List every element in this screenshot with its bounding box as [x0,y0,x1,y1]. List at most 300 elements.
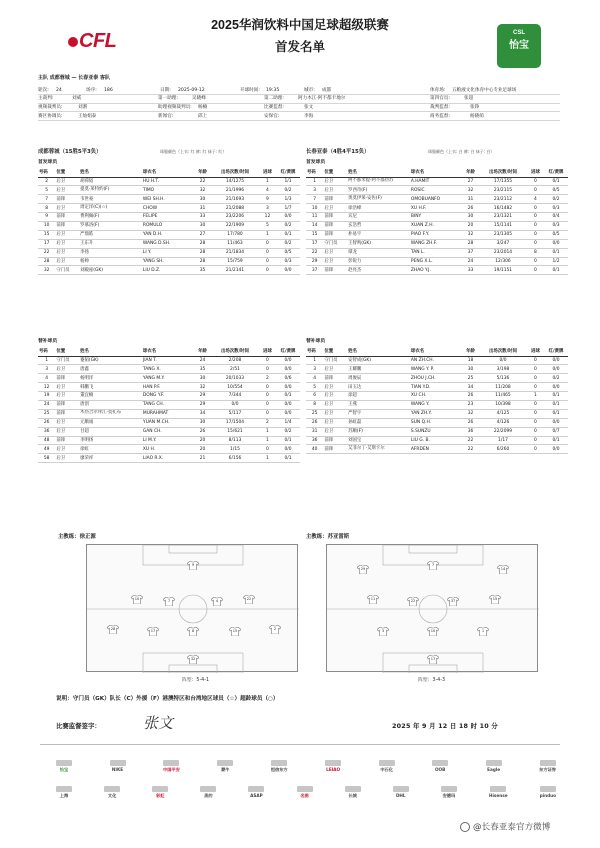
info-value: 186 [104,87,113,93]
player-number: 1 [481,629,485,633]
table-cell: 守门员 [323,356,347,365]
table-cell: 0/0 [276,213,300,222]
table-cell: 40 [306,445,323,454]
column-header: 出场次数/时间 [211,169,259,177]
table-cell: 29 [194,392,211,401]
player-shirt [229,627,241,636]
info-label: 商务监督: [430,113,450,119]
table-cell: 7 [306,195,323,204]
player-number: 29 [360,567,366,571]
sponsor-logo [345,786,361,799]
sponsor-logo [163,760,180,773]
table-cell: 33 [462,266,479,275]
away-team-title: 长春亚泰（4胜4平15负） [306,149,370,155]
player-number: 7 [431,563,435,567]
table-cell: YANG SH. [142,257,194,266]
column-header: 位置 [55,169,79,177]
page-subtitle: 首发名单 [274,40,325,54]
sponsor-logo [56,760,72,773]
column-header: 红/黄牌 [276,169,300,177]
player-shirt [147,627,159,636]
table-cell: 23/1305 [479,230,527,239]
table-cell: 4 [306,374,323,383]
table-cell: 0 [259,409,276,418]
sponsor-name: 美的 [204,793,213,798]
table-cell: 廖荣祥 [79,454,142,463]
table-row [306,409,568,418]
table-cell: 1/2 [544,257,568,266]
table-cell: 后卫 [55,454,79,463]
table-row [38,230,300,239]
weibo-watermark: @长春亚泰官方微博 [460,822,550,833]
sponsor-mark [248,786,264,792]
match-info-row3 [38,104,560,113]
player-shirt [477,627,489,636]
info-value: 五粮液文化体育中心专业足球场 [452,87,517,93]
sponsor-logo [271,760,288,773]
table-cell: 后卫 [323,257,347,266]
table-cell: 蹇韬(GK) [79,356,142,365]
table-cell: 玄浩哲 [347,221,410,230]
table-cell: 1/7 [276,204,300,213]
table-cell: 2/51 [211,365,259,374]
table-cell: 前锋 [323,445,347,454]
table-cell: XU CH. [410,392,462,401]
table-cell: 48 [38,436,55,445]
table-cell: 0/2 [544,374,568,383]
table-cell: 0/0 [544,445,568,454]
info-label: 第一助理: [158,96,178,102]
table-cell: OMOBUANFO [410,195,462,204]
table-cell: 0/2 [276,427,300,436]
player-shirt [357,565,369,574]
table-cell: 31 [306,427,323,436]
info-value: 杨楠 [198,105,208,111]
player-shirt [187,655,199,664]
table-cell: 0 [527,365,544,374]
table-cell: 罗西奇(F) [347,186,410,195]
table-cell: 宾尼 [347,213,410,222]
table-cell: 0 [527,427,544,436]
table-cell: 21/1996 [211,186,259,195]
table-cell: 24 [38,400,55,409]
sponsor-name: ASAP [250,793,263,798]
table-cell: A.HAMIT [410,177,462,186]
column-header: 进球 [259,169,276,177]
table-cell: 5/136 [479,374,527,383]
table-cell: 守门员 [323,239,347,248]
sponsor-mark [441,786,457,792]
table-cell: 17/1355 [479,177,527,186]
table-cell: WEI SH.H. [142,195,194,204]
table-cell: 37 [306,266,323,275]
table-cell: 37 [462,248,479,257]
player-shirt [187,561,199,570]
table-cell: 32 [462,409,479,418]
player-shirt [407,597,419,606]
table-row [38,195,300,204]
home-subs-table [38,348,300,463]
signature-name: 张文 [143,714,174,732]
table-cell: 0 [527,213,544,222]
table-row [38,257,300,266]
table-cell: 徐浩峰 [347,204,410,213]
table-cell: 后卫 [323,204,347,213]
column-header: 进球 [259,348,276,356]
sponsor-mark [163,760,179,766]
table-cell: 严智宇 [347,409,410,418]
table-cell: 后卫 [323,177,347,186]
table-cell: 26 [462,204,479,213]
table-cell: PIAO F.Y. [410,230,462,239]
player-shirt [497,565,509,574]
legend-text: 说明：守门员（GK）队长（C）外援（F）港澳特区和台湾地区球员（☆）超龄球员（○） [56,696,279,702]
player-shirt [269,625,281,634]
table-cell: JIAN T. [142,356,194,365]
table-cell: 28 [462,239,479,248]
table-cell: TIMO [142,186,194,195]
table-cell: 1 [259,436,276,445]
sponsor-logo [248,786,264,799]
table-cell: 3 [38,365,55,374]
table-cell: 0/4 [544,213,568,222]
column-header: 球衣名 [142,348,194,356]
table-cell: 1 [306,356,323,365]
table-cell: 15 [306,230,323,239]
table-cell: 后卫 [323,400,347,409]
table-cell: MURAHMAT [142,409,194,418]
table-cell: 20 [462,221,479,230]
table-cell: 木热合尔拜江·莫扎布 [79,409,142,418]
table-cell: 0/0 [544,239,568,248]
player-number: 37 [450,599,456,603]
table-cell: 21 [194,454,211,463]
table-cell: 34 [194,409,211,418]
table-cell: 58 [38,454,55,463]
table-cell: 15/1141 [479,221,527,230]
away-formation-label: 阵型：3-4-3 [418,678,446,683]
sponsor-name: 中石化 [380,767,393,772]
table-cell: 阿不都米提·阿不都热苏 [347,177,410,186]
away-starters-table [306,169,568,275]
table-cell: 0 [259,400,276,409]
player-number: 4 [215,599,219,603]
sponsor-mark [325,760,341,766]
info-value: 刘威 [72,96,82,102]
table-cell: AFRDEN [410,445,462,454]
table-cell: 杨明洋 [79,374,142,383]
table-cell: 30 [462,213,479,222]
table-cell: 0/1 [276,454,300,463]
table-cell: 10/554 [211,383,259,392]
table-cell: 刘国宝 [347,436,410,445]
table-cell: 0/0 [544,383,568,392]
table-cell: 前锋 [55,213,79,222]
table-cell: 28 [194,239,211,248]
table-cell: 23/2112 [479,195,527,204]
column-header: 出场次数/时间 [479,169,527,177]
table-cell: 27 [462,177,479,186]
table-cell: 0 [527,204,544,213]
table-row [306,239,568,248]
table-cell: PENG X.L. [410,257,462,266]
table-cell: 3/198 [479,365,527,374]
table-cell: 后卫 [55,230,79,239]
player-number: 8 [191,629,195,633]
table-row [306,400,568,409]
table-cell: 前锋 [323,195,347,204]
table-cell: 后卫 [323,427,347,436]
table-cell: WANG Y. [410,400,462,409]
table-row [38,221,300,230]
table-cell: 艾菲尔丁·艾斯卡尔 [347,445,410,454]
table-cell: 1/15 [211,445,259,454]
table-cell: 20 [194,436,211,445]
player-number: 15 [492,597,498,601]
player-number: 7 [167,599,171,603]
table-row [306,418,568,427]
home-starters-title: 首发球员 [38,160,58,165]
table-row [38,248,300,257]
table-cell: 36 [306,436,323,445]
table-row [306,392,568,401]
table-row [38,356,300,365]
table-cell: 17 [306,239,323,248]
table-cell: 35 [194,266,211,275]
info-value: 2025-09-12 [178,87,205,93]
table-cell: 0 [259,383,276,392]
table-cell: WANG ZH.F. [410,239,462,248]
column-header: 姓名 [79,348,142,356]
table-cell: 21/1834 [211,248,259,257]
sponsor-row-2 [56,786,556,799]
table-cell: 28 [194,257,211,266]
table-cell: 19/1151 [479,266,527,275]
table-cell: 25 [38,409,55,418]
column-header: 球衣名 [410,348,462,356]
column-header: 年龄 [194,348,211,356]
column-header: 红/黄牌 [544,348,568,356]
table-cell: 21/2141 [211,266,259,275]
table-cell: 0/2 [544,195,568,204]
table-cell: 10 [306,204,323,213]
table-cell: 王耀鹏 [347,365,410,374]
table-cell: 3 [259,204,276,213]
table-cell: 后卫 [55,365,79,374]
table-row [306,383,568,392]
table-cell: 11/208 [479,383,527,392]
divider [40,744,560,745]
table-cell: 唐创 [79,400,142,409]
match-teams-line: 主队 成都蓉城 — 长春亚泰 客队 [38,75,110,81]
table-cell: 后卫 [55,427,79,436]
column-header: 出场次数/时间 [211,348,259,356]
table-cell: 0 [527,221,544,230]
table-cell: 前锋 [323,266,347,275]
sponsor-name: 名图 [300,793,309,798]
table-cell: 1 [38,356,55,365]
table-cell: 后卫 [323,418,347,427]
column-header: 号码 [38,348,55,356]
player-number: 32 [190,657,196,661]
sponsor-name: DHL [395,793,406,798]
table-cell: 后卫 [55,418,79,427]
sponsor-mark [486,760,502,766]
table-cell: YAN D.H. [142,230,194,239]
table-cell: 17/1504 [211,418,259,427]
table-row [38,266,300,275]
table-cell: 0/6 [276,374,300,383]
player-number: 17 [430,657,436,661]
table-row [306,204,568,213]
table-cell: 32 [462,186,479,195]
player-shirt [243,595,255,604]
table-row [306,365,568,374]
sponsor-name: 长城 [348,793,357,798]
table-cell: DONG Y.F. [142,392,194,401]
table-cell: LIAO R.X. [142,454,194,463]
table-cell: 0/5 [276,248,300,257]
info-value: 王灿娟泰 [78,113,97,119]
player-shirt [447,597,459,606]
sponsor-name: LEIAO [326,767,341,772]
player-shirt [489,595,501,604]
column-header: 位置 [323,348,347,356]
info-value: 19:35 [266,87,280,93]
sponsor-logo [110,760,126,773]
sponsor-name: 中国平安 [163,767,180,772]
sponsor-mark [56,786,72,792]
table-row [38,177,300,186]
info-label: 第四官员: [430,96,450,102]
table-cell: 前锋 [55,374,79,383]
table-cell: 2 [38,177,55,186]
table-cell: 4 [38,374,55,383]
table-cell: 0 [527,356,544,365]
table-cell: 0 [527,374,544,383]
table-cell: 后卫 [323,383,347,392]
table-cell: 0 [527,230,544,239]
table-cell: 0/0 [544,365,568,374]
player-shirt [367,595,379,604]
table-cell: 0 [527,186,544,195]
table-cell: 0/5 [544,230,568,239]
table-cell: 1 [259,454,276,463]
table-row [306,230,568,239]
table-cell: 36 [462,427,479,436]
table-cell: 0 [259,365,276,374]
table-cell: 后卫 [323,392,347,401]
table-cell: 33 [194,213,211,222]
table-cell: BINY [410,213,462,222]
sponsor-logo [539,760,556,773]
sponsor-mark [217,760,233,766]
table-cell: LIU G. B. [410,436,462,445]
info-label: 视频裁判员: [38,105,63,111]
table-cell: 0/1 [276,436,300,445]
column-header: 年龄 [194,169,211,177]
match-info-row4 [38,112,560,121]
table-cell: 6/260 [479,445,527,454]
sponsor-name: 怡宝 [59,767,69,772]
player-shirt [211,597,223,606]
player-shirt [187,627,199,636]
home-starters-table [38,169,300,275]
weibo-icon [460,822,470,832]
signature-label: 比赛监督签字： [56,722,101,730]
table-cell: 后卫 [55,383,79,392]
table-cell: 36 [38,427,55,436]
table-row [306,436,568,445]
table-cell: 前锋 [55,409,79,418]
away-formation-pitch [326,544,538,672]
info-value: 杨晓萌 [470,113,484,119]
table-cell: 前锋 [323,374,347,383]
table-cell: 1 [527,392,544,401]
player-shirt [427,561,439,570]
player-shirt [131,595,143,604]
table-cell: 0/0 [276,445,300,454]
info-value: 邱上 [198,113,208,119]
table-cell: 32 [194,383,211,392]
table-cell: TAN L. [410,248,462,257]
away-coach: 主教练：苏亚雷斯 [306,534,350,540]
sponsor-mark [432,760,448,766]
player-number: 2 [273,627,277,631]
table-cell: FELIPE [142,213,194,222]
table-row [38,436,300,445]
table-row [306,177,568,186]
match-info-row2 [38,95,560,104]
table-row [38,400,300,409]
table-cell: 韦世豪 [79,195,142,204]
info-label: 安保官: [264,113,280,119]
table-cell: 0 [527,266,544,275]
table-row [38,213,300,222]
player-number: 10 [430,629,436,633]
table-cell: S.SUNZU [410,427,462,436]
table-cell: 25 [462,374,479,383]
table-cell: 孙虹磊 [347,418,410,427]
table-cell: 6 [306,392,323,401]
table-cell: 后卫 [55,239,79,248]
table-cell: 0/0 [276,383,300,392]
table-cell: 0 [527,177,544,186]
table-cell: 1/3 [276,195,300,204]
player-number: 3 [381,629,385,633]
table-cell: 10/398 [479,400,527,409]
table-cell: 董宜楠 [79,392,142,401]
table-cell: 30 [194,374,211,383]
table-cell: CHOW [142,204,194,213]
table-cell: 0/0 [276,356,300,365]
table-cell: 谭龙 [347,248,410,257]
table-cell: 0 [259,248,276,257]
home-subs-title: 替补球员 [38,339,58,344]
table-cell: 0/1 [544,177,568,186]
table-cell: 0 [259,445,276,454]
table-cell: 0/0 [276,365,300,374]
table-cell: 守门员 [55,266,79,275]
info-label: 城市: [304,87,315,93]
table-cell: 1 [259,230,276,239]
table-cell: 35 [194,365,211,374]
match-info-row1 [38,86,560,95]
info-value: 成都 [322,87,332,93]
info-value: 阿力木江·阿不都卡地尔 [298,96,346,102]
table-cell: 前锋 [55,400,79,409]
column-header: 号码 [306,169,323,177]
